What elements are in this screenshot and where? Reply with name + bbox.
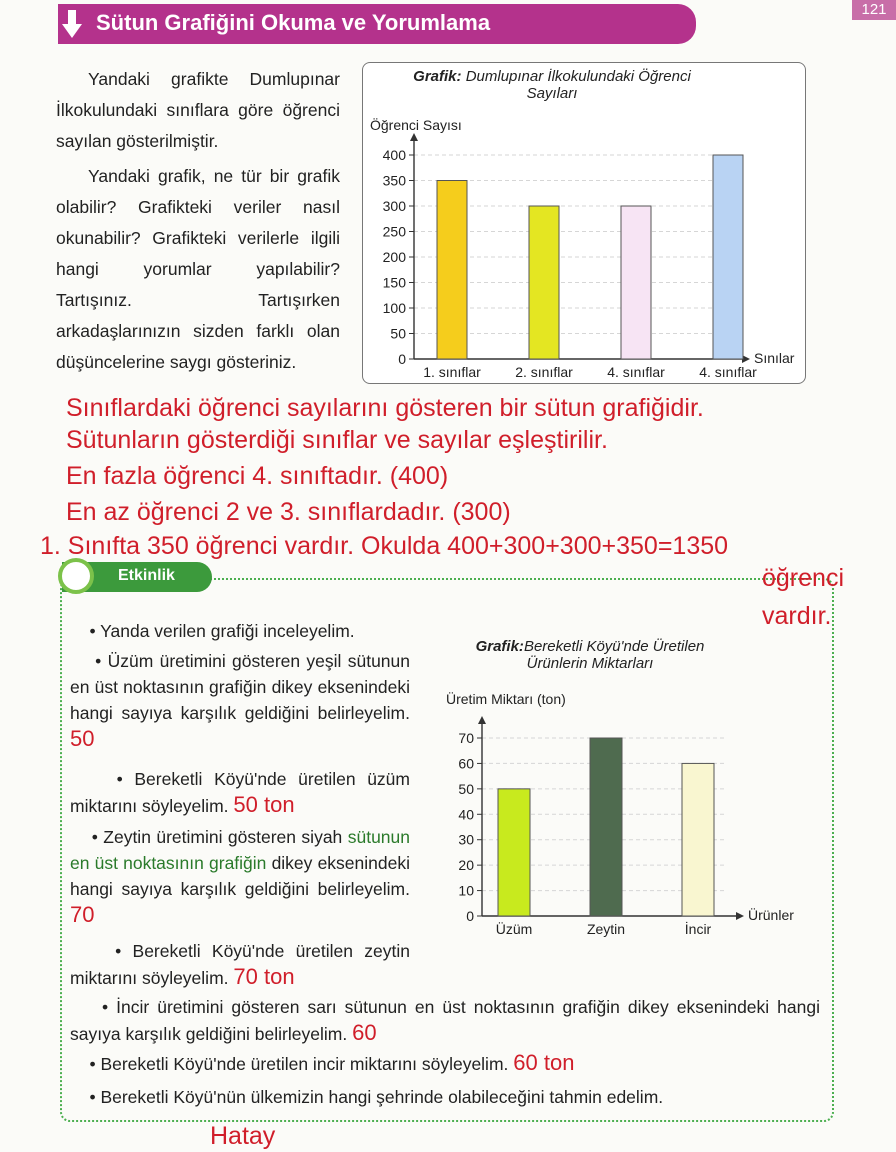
bullet-7: • Bereketli Köyü'nde üretilen incir miktarını söyleyelim. 60 ton — [70, 1050, 575, 1075]
handwritten-line-2: Sütunların gösterdiği sınıflar ve sayılar eşleştirilir. — [66, 426, 608, 454]
answer-2: 50 ton — [233, 792, 295, 817]
chart-2-bar-1 — [590, 738, 622, 916]
handwritten-line-4: En az öğrenci 2 ve 3. sınıflardadır. (300) — [66, 498, 511, 526]
chart-1-y-tick-label-7: 350 — [382, 172, 406, 189]
answer-5: 60 — [352, 1020, 377, 1045]
chart-1-y-tick-label-1: 50 — [390, 325, 406, 342]
handwritten-line-1: Sınıflardaki öğrenci sayılarını gösteren bir sütun grafiğidir. — [66, 394, 704, 422]
handwritten-line-5: 1. Sınıfta 350 öğrenci vardır. Okulda 400+300+300+350=1350 — [40, 532, 729, 560]
chart-1-title: Grafik: Dumlupınar İlkokulundaki Öğrenci Sayıları — [413, 68, 691, 102]
chart-2-x-tick-label-2: İncir — [684, 921, 712, 937]
chart-1-y-tick-label-8: 400 — [382, 147, 406, 163]
intro-paragraph-2: Yandaki grafik, ne tür bir grafik olabilir? Grafikteki veriler nasıl okunabilir? Grafikteki verilerle ilgili hangi yorumlar yapılabilir? Tartışınız. Tartışırken arkadaşlarınızın sizden farklı olan düşüncelerine saygı gösteriniz. — [56, 166, 340, 372]
chart-1-bar-0 — [437, 181, 467, 360]
chart-1-y-tick-label-5: 250 — [382, 223, 406, 240]
bullet-7-text: Bereketli Köyü'nde üretilen incir miktarını söyleyelim. — [100, 1054, 509, 1074]
answer-7: Hatay — [210, 1122, 276, 1150]
answer-3: 70 — [70, 902, 95, 927]
chart-2-bar-0 — [498, 789, 530, 916]
section-title: Sütun Grafiğini Okuma ve Yorumlama — [96, 10, 491, 35]
intro-paragraph-1: Yandaki grafikte Dumlupınar İlkokulundaki sınıflara göre öğrenci sayılan gösterilmiştir. — [56, 69, 340, 151]
handwritten-line-3: En fazla öğrenci 4. sınıftadır. (400) — [66, 462, 449, 490]
page-number: 121 — [852, 0, 896, 20]
bullet-8: • Bereketli Köyü'nün ülkemizin hangi şehrinde olabileceğini tahmin edelim. — [70, 1087, 664, 1107]
chart-1-y-tick-label-4: 200 — [382, 249, 406, 265]
chart-1 — [362, 62, 804, 382]
bullet-2: • Üzüm üretimini gösteren yeşil sütunun en üst noktasının grafiğin dikey eksenindeki hangi sayıya karşılık geldiğini belirleyelim. 50 — [70, 651, 411, 751]
chart-2-y-axis-label: Üretim Miktarı (ton) — [446, 691, 566, 707]
bullet-2-text: Üzüm üretimini gösteren yeşil sütunun en üst noktasının grafiğin dikey eksenindeki hangi sayıya karşılık geldiğini belirleyelim. — [70, 651, 411, 723]
chart-1-y-axis-arrow — [410, 133, 418, 141]
chart-2-y-tick-label-4: 40 — [458, 806, 474, 823]
chart-2-x-axis-label: Ürünler — [748, 907, 794, 923]
bullet-1: • Yanda verilen grafiği inceleyelim. — [70, 621, 355, 641]
handwritten-line-6a: öğrenci — [762, 564, 844, 592]
chart-1-bar-2 — [621, 206, 651, 359]
chart-2-x-tick-label-0: Üzüm — [495, 921, 533, 937]
answer-6: 60 ton — [513, 1050, 575, 1075]
chart-1-y-axis-label: Öğrenci Sayısı — [370, 117, 462, 133]
chart-2-y-tick-label-2: 20 — [458, 857, 474, 874]
bullet-5-text: Bereketli Köyü'nde üretilen zeytin miktarını söyleyelim. — [70, 941, 410, 988]
chart-2 — [440, 688, 810, 948]
chart-1-y-tick-label-2: 100 — [382, 300, 406, 316]
bullet-1-text: Yanda verilen grafiği inceleyelim. — [100, 621, 355, 641]
etkinlik-label: Etkinlik — [118, 567, 175, 584]
chart-1-y-tick-label-3: 150 — [382, 274, 406, 291]
bullet-3-text: Bereketli Köyü'nde üretilen üzüm miktarını söyleyelim. — [70, 769, 410, 816]
chart-2-x-axis-arrow — [736, 912, 744, 920]
bullet-6-text: İncir üretimini gösteren sarı sütunun en üst noktasının grafiğin dikey eksenindeki hangi sayıya karşılık geldiğini belirleyelim. — [70, 997, 820, 1044]
chart-1-bar-3 — [713, 155, 743, 359]
chart-1-x-tick-label-3: 4. sınıflar — [699, 364, 757, 380]
handwritten-line-6b: vardır. — [762, 602, 832, 630]
bullet-3: • Bereketli Köyü'nde üretilen üzüm miktarını söyleyelim. 50 ton — [70, 769, 410, 817]
chart-2-x-tick-label-1: Zeytin — [586, 921, 626, 937]
chart-1-y-tick-label-6: 300 — [382, 198, 406, 214]
bullet-8-text: Bereketli Köyü'nün ülkemizin hangi şehrinde olabileceğini tahmin edelim. — [100, 1087, 664, 1107]
bullet-4: • Zeytin üretimini gösteren siyah sütunun en üst noktasının grafiğin dikey eksenindeki hangi sayıya karşılık geldiğini belirleyelim. 70 — [70, 827, 411, 927]
chart-2-y-tick-label-5: 50 — [458, 780, 474, 797]
chart-1-y-tick-label-0: 0 — [398, 351, 406, 367]
chart-2-bar-2 — [682, 763, 714, 916]
chart-2-y-tick-label-3: 30 — [458, 831, 474, 848]
chart-2-y-axis-arrow — [478, 716, 486, 724]
chart-1-x-tick-label-2: 4. sınıflar — [607, 364, 665, 380]
answer-1: 50 — [70, 726, 95, 751]
chart-1-x-axis-label: Sınılar — [754, 350, 795, 366]
chart-1-x-tick-label-0: 1. sınıflar — [423, 364, 481, 380]
bullet-4-text-b: sütunun en üst noktasının grafiğin — [70, 827, 411, 873]
arrow-down-icon — [62, 10, 82, 40]
bullet-4-text-c: dikey eksenindeki hangi sayıya karşılık geldiğini belirleyelim. — [70, 853, 410, 899]
bullet-6: • İncir üretimini gösteren sarı sütunun en üst noktasının grafiğin dikey eksenindeki hangi sayıya karşılık geldiğini belirleyelim. 60 — [70, 997, 820, 1045]
bullet-5: • Bereketli Köyü'nde üretilen zeytin miktarını söyleyelim. 70 ton — [70, 941, 410, 989]
chart-2-y-tick-label-6: 60 — [458, 755, 474, 772]
chart-2-y-tick-label-0: 0 — [466, 908, 474, 924]
chart-2-y-tick-label-7: 70 — [458, 730, 474, 746]
bullet-4-text-a: Zeytin üretimini gösteren siyah — [103, 827, 343, 847]
etkinlik-icon — [58, 558, 94, 594]
chart-2-title: Grafik:Bereketli Köyü'nde Üretilen Ürünlerin Miktarları — [475, 638, 705, 672]
chart-1-x-tick-label-1: 2. sınıflar — [515, 364, 573, 380]
chart-1-bar-1 — [529, 206, 559, 359]
chart-2-y-tick-label-1: 10 — [458, 882, 474, 899]
answer-4: 70 ton — [233, 964, 295, 989]
